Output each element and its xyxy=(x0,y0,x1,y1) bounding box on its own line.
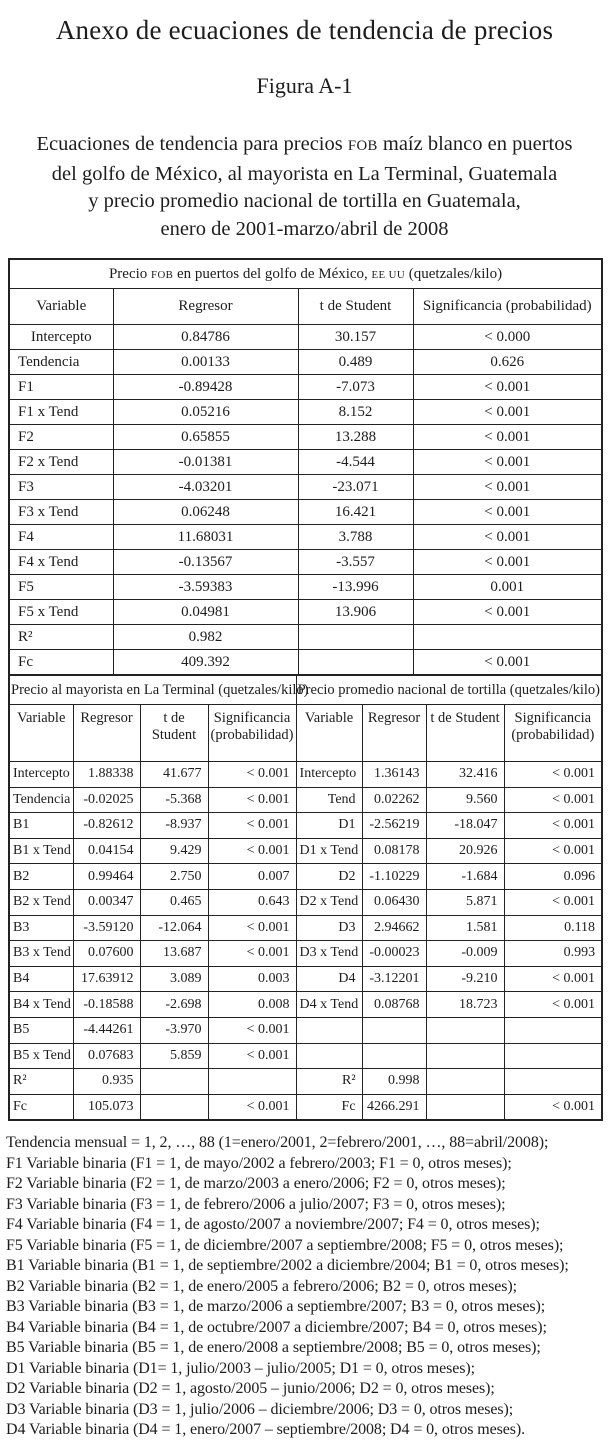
table-cell: 0.04981 xyxy=(113,600,298,625)
table-cell: F2 x Tend xyxy=(9,450,113,475)
table-title-text: Precio xyxy=(108,265,152,282)
table-cell: R² xyxy=(9,625,113,650)
table-cell: 0.626 xyxy=(413,350,602,375)
table-cell: 0.998 xyxy=(362,1069,426,1095)
table-cell: 3.089 xyxy=(140,966,208,992)
note-line: F1 Variable binaria (F1 = 1, de mayo/2002 a febrero/2003; F1 = 0, otros meses); xyxy=(6,1154,512,1172)
table-cell: 9.560 xyxy=(426,787,504,813)
table-precio-fob xyxy=(8,258,603,676)
note-line: F4 Variable binaria (F4 = 1, de agosto/2007 a noviembre/2007; F4 = 0, otros meses); xyxy=(6,1216,540,1234)
table-cell: B2 xyxy=(9,864,73,890)
table-cell: < 0.001 xyxy=(413,375,602,400)
variable-notes xyxy=(6,1133,605,1441)
column-header: t de Student xyxy=(426,705,504,762)
table-cell: < 0.001 xyxy=(504,813,602,839)
table-cell: B1 xyxy=(9,813,73,839)
table-cell: D1 x Tend xyxy=(296,838,362,864)
table-cell: < 0.001 xyxy=(208,813,296,839)
table-cell: 0.07600 xyxy=(73,941,140,967)
table-cell: D4 xyxy=(296,966,362,992)
table-cell: 4266.291 xyxy=(362,1094,426,1120)
figure-label: Figura A-1 xyxy=(256,73,353,98)
description-text: Ecuaciones de tendencia para precios xyxy=(36,133,348,155)
table-row xyxy=(9,425,602,450)
table-row xyxy=(9,992,602,1018)
table-title-text: (quetzales/kilo) xyxy=(405,265,503,282)
table-cell: B4 xyxy=(9,966,73,992)
table-cell: < 0.000 xyxy=(413,325,602,350)
table-row xyxy=(9,941,602,967)
column-header: Variable xyxy=(9,705,73,762)
table-cell: B3 x Tend xyxy=(9,941,73,967)
column-header: t de Student xyxy=(298,289,413,325)
description-line: y precio promedio nacional de tortilla en Guatemala, xyxy=(88,190,521,212)
table-row xyxy=(9,787,602,813)
table-cell: 0.008 xyxy=(208,992,296,1018)
table-cell: 2.94662 xyxy=(362,915,426,941)
table-row xyxy=(9,475,602,500)
table-cell: 0.08768 xyxy=(362,992,426,1018)
table-cell: < 0.001 xyxy=(208,1094,296,1120)
table-cell: R² xyxy=(296,1069,362,1095)
table-cell: -3.59383 xyxy=(113,575,298,600)
table-cell: -2.56219 xyxy=(362,813,426,839)
column-header: Regresor xyxy=(73,705,140,762)
table-cell: D1 xyxy=(296,813,362,839)
table-cell: 0.04154 xyxy=(73,838,140,864)
table-cell xyxy=(426,1094,504,1120)
table-row xyxy=(9,625,602,650)
table-cell: F1 xyxy=(9,375,113,400)
table-cell: 20.926 xyxy=(426,838,504,864)
table-cell: < 0.001 xyxy=(413,400,602,425)
table-cell: 3.788 xyxy=(298,525,413,550)
table-cell: < 0.001 xyxy=(413,600,602,625)
table-cell xyxy=(140,1069,208,1095)
table-cell: F5 xyxy=(9,575,113,600)
table-cell: < 0.001 xyxy=(208,1043,296,1069)
table-cell: -4.544 xyxy=(298,450,413,475)
table-cell: 0.001 xyxy=(413,575,602,600)
table-cell: D4 x Tend xyxy=(296,992,362,1018)
description-smallcaps-fob: FOB xyxy=(347,138,378,154)
table-row xyxy=(9,350,602,375)
table-cell: -0.009 xyxy=(426,941,504,967)
note-line: D3 Variable binaria (D3 = 1, julio/2006 – diciembre/2006; D3 = 0, otros meses); xyxy=(6,1400,514,1418)
table-cell: -3.557 xyxy=(298,550,413,575)
table-cell: 0.00133 xyxy=(113,350,298,375)
table-cell: D3 xyxy=(296,915,362,941)
table-cell xyxy=(426,1069,504,1095)
note-line: D4 Variable binaria (D4 = 1, enero/2007 – septiembre/2008; D4 = 0, otros meses). xyxy=(6,1421,525,1439)
description-line xyxy=(0,131,609,161)
table-title-row xyxy=(9,259,602,289)
table-cell: -3.970 xyxy=(140,1017,208,1043)
table-row xyxy=(9,1043,602,1069)
table-cell: < 0.001 xyxy=(208,1017,296,1043)
table-cell: Fc xyxy=(9,650,113,676)
table-cell xyxy=(140,1094,208,1120)
table-row xyxy=(9,375,602,400)
table-cell: B3 xyxy=(9,915,73,941)
column-header: Variable xyxy=(9,289,113,325)
table-cell: 13.288 xyxy=(298,425,413,450)
table-cell: F4 xyxy=(9,525,113,550)
table-cell: D3 x Tend xyxy=(296,941,362,967)
note-line: B2 Variable binaria (B2 = 1, de enero/2005 a febrero/2006; B2 = 0, otros meses); xyxy=(6,1277,517,1295)
table-cell: B2 x Tend xyxy=(9,889,73,915)
table-cell xyxy=(362,1017,426,1043)
column-header: Variable xyxy=(296,705,362,762)
table-cell: Intercepto xyxy=(296,762,362,788)
table-cell: -4.03201 xyxy=(113,475,298,500)
column-header-row xyxy=(9,289,602,325)
table-cell: D2 xyxy=(296,864,362,890)
table-cell: 0.07683 xyxy=(73,1043,140,1069)
table-cell: < 0.001 xyxy=(208,838,296,864)
table-cell: 0.06248 xyxy=(113,500,298,525)
table-cell: Intercepto xyxy=(9,325,113,350)
table-cell: 0.489 xyxy=(298,350,413,375)
table-row xyxy=(9,400,602,425)
description-text: maíz blanco en puertos xyxy=(377,133,573,155)
table-cell: Fc xyxy=(9,1094,73,1120)
table-cell: 0.02262 xyxy=(362,787,426,813)
table-cell xyxy=(504,1069,602,1095)
table-cell: 32.416 xyxy=(426,762,504,788)
column-header: Significancia (probabilidad) xyxy=(413,289,602,325)
table-cell: -1.684 xyxy=(426,864,504,890)
table-cell: 16.421 xyxy=(298,500,413,525)
table-cell: 0.007 xyxy=(208,864,296,890)
table-cell: B5 x Tend xyxy=(9,1043,73,1069)
column-header: t de Student xyxy=(140,705,208,762)
table-row xyxy=(9,838,602,864)
table-row xyxy=(9,650,602,676)
table-cell: 0.465 xyxy=(140,889,208,915)
note-line: F5 Variable binaria (F5 = 1, de diciembre/2007 a septiembre/2008; F5 = 0, otros meses); xyxy=(6,1236,564,1254)
table-cell: Tendencia xyxy=(9,787,73,813)
table-cell: -0.02025 xyxy=(73,787,140,813)
note-line: B4 Variable binaria (B4 = 1, de octubre/2007 a diciembre/2007; B4 = 0, otros meses); xyxy=(6,1318,547,1336)
column-header: Regresor xyxy=(362,705,426,762)
note-line: F2 Variable binaria (F2 = 1, de marzo/2003 a enero/2006; F2 = 0, otros meses); xyxy=(6,1175,506,1193)
table-cell xyxy=(413,625,602,650)
table-cell: 41.677 xyxy=(140,762,208,788)
table-cell: -8.937 xyxy=(140,813,208,839)
table-cell: 0.096 xyxy=(504,864,602,890)
table-cell: -12.064 xyxy=(140,915,208,941)
column-header: Significancia (probabilidad) xyxy=(208,705,296,762)
table-cell: -0.01381 xyxy=(113,450,298,475)
table-cell: -2.698 xyxy=(140,992,208,1018)
table-row xyxy=(9,500,602,525)
table-cell: < 0.001 xyxy=(413,475,602,500)
table-cell: 5.859 xyxy=(140,1043,208,1069)
table-cell: Intercepto xyxy=(9,762,73,788)
table-cell: 409.392 xyxy=(113,650,298,676)
table-cell: 1.88338 xyxy=(73,762,140,788)
table-cell: F4 x Tend xyxy=(9,550,113,575)
table-cell: < 0.001 xyxy=(504,787,602,813)
table-cell: < 0.001 xyxy=(208,762,296,788)
note-line: B3 Variable binaria (B3 = 1, de marzo/2006 a septiembre/2007; B3 = 0, otros meses); xyxy=(6,1298,546,1316)
table-cell: < 0.001 xyxy=(208,787,296,813)
table-cell: 105.073 xyxy=(73,1094,140,1120)
table-title-smallcaps-eeuu: EE UU xyxy=(371,268,406,281)
table-cell: -13.996 xyxy=(298,575,413,600)
description-line: enero de 2001-marzo/abril de 2008 xyxy=(160,217,449,240)
table-cell: 17.63912 xyxy=(73,966,140,992)
table-cell: -3.12201 xyxy=(362,966,426,992)
table-row xyxy=(9,1017,602,1043)
table-cell xyxy=(298,625,413,650)
table-cell: D2 x Tend xyxy=(296,889,362,915)
note-line: B1 Variable binaria (B1 = 1, de septiembre/2002 a diciembre/2004; B1 = 0, otros meses); xyxy=(6,1257,569,1275)
table-cell: < 0.001 xyxy=(504,889,602,915)
table-cell: -0.89428 xyxy=(113,375,298,400)
table-cell: < 0.001 xyxy=(504,838,602,864)
table-cell: -0.13567 xyxy=(113,550,298,575)
table-cell: -0.18588 xyxy=(73,992,140,1018)
table-cell: F2 xyxy=(9,425,113,450)
table-cell xyxy=(504,1043,602,1069)
table-cell: < 0.001 xyxy=(413,500,602,525)
table-cell: 0.993 xyxy=(504,941,602,967)
table-cell: < 0.001 xyxy=(504,966,602,992)
table-cell: 0.643 xyxy=(208,889,296,915)
table-row xyxy=(9,966,602,992)
table-cell: < 0.001 xyxy=(504,992,602,1018)
table-cell: 8.152 xyxy=(298,400,413,425)
table-row xyxy=(9,889,602,915)
table-cell: 0.65855 xyxy=(113,425,298,450)
table-cell: 5.871 xyxy=(426,889,504,915)
table-cell: R² xyxy=(9,1069,73,1095)
table-title-row xyxy=(9,675,602,705)
table-cell: 0.05216 xyxy=(113,400,298,425)
note-line: D1 Variable binaria (D1= 1, julio/2003 – julio/2005; D1 = 0, otros meses); xyxy=(6,1359,475,1377)
table-cell: 2.750 xyxy=(140,864,208,890)
table-cell: -5.368 xyxy=(140,787,208,813)
table-cell: < 0.001 xyxy=(413,450,602,475)
table-cell: B5 xyxy=(9,1017,73,1043)
table-row xyxy=(9,525,602,550)
note-line: Tendencia mensual = 1, 2, …, 88 (1=enero/2001, 2=febrero/2001, …, 88=abril/2008); xyxy=(6,1134,549,1152)
table-cell: 0.08178 xyxy=(362,838,426,864)
table-cell: F3 x Tend xyxy=(9,500,113,525)
table-cell: 18.723 xyxy=(426,992,504,1018)
table-cell xyxy=(296,1017,362,1043)
table-cell: F1 x Tend xyxy=(9,400,113,425)
table-cell: 13.906 xyxy=(298,600,413,625)
table-cell: 11.68031 xyxy=(113,525,298,550)
table-row xyxy=(9,813,602,839)
table-cell: F5 x Tend xyxy=(9,600,113,625)
table-cell xyxy=(426,1017,504,1043)
table-cell: 13.687 xyxy=(140,941,208,967)
table-cell: 0.982 xyxy=(113,625,298,650)
table-cell: 0.003 xyxy=(208,966,296,992)
table-cell: 0.00347 xyxy=(73,889,140,915)
table-row xyxy=(9,600,602,625)
table-cell: < 0.001 xyxy=(413,550,602,575)
table-cell: -0.82612 xyxy=(73,813,140,839)
table-cell: B4 x Tend xyxy=(9,992,73,1018)
table-cell: 0.118 xyxy=(504,915,602,941)
table-title-tortilla: Precio promedio nacional de tortilla (quetzales/kilo) xyxy=(296,675,602,705)
table-title-smallcaps-fob: FOB xyxy=(151,268,174,281)
table-title-text: en puertos del golfo de México, xyxy=(173,265,372,282)
table-row xyxy=(9,325,602,350)
table-row xyxy=(9,915,602,941)
table-mayorista-y-tortilla xyxy=(8,674,603,1121)
table-row xyxy=(9,1094,602,1120)
note-line: D2 Variable binaria (D2 = 1, agosto/2005 – junio/2006; D2 = 0, otros meses); xyxy=(6,1380,495,1398)
table-cell: < 0.001 xyxy=(208,915,296,941)
table-cell: < 0.001 xyxy=(413,525,602,550)
table-cell: < 0.001 xyxy=(413,650,602,676)
table-cell: -0.00023 xyxy=(362,941,426,967)
table-cell: -4.44261 xyxy=(73,1017,140,1043)
column-header: Significancia (probabilidad) xyxy=(504,705,602,762)
figure-description xyxy=(0,131,609,243)
table-cell: 0.935 xyxy=(73,1069,140,1095)
table-cell: -18.047 xyxy=(426,813,504,839)
table-cell: -3.59120 xyxy=(73,915,140,941)
table-cell: Tend xyxy=(296,787,362,813)
table-cell: 1.581 xyxy=(426,915,504,941)
note-line: B5 Variable binaria (B5 = 1, de enero/2008 a septiembre/2008; B5 = 0, otros meses); xyxy=(6,1339,541,1357)
table-title-mayorista: Precio al mayorista en La Terminal (quetzales/kilo) xyxy=(9,675,296,705)
column-header-row xyxy=(9,705,602,762)
table-cell: < 0.001 xyxy=(413,425,602,450)
table-cell: < 0.001 xyxy=(504,1094,602,1120)
description-line: del golfo de México, al mayorista en La Terminal, Guatemala xyxy=(51,162,558,185)
table-cell: 30.157 xyxy=(298,325,413,350)
table-row xyxy=(9,550,602,575)
table-cell: -9.210 xyxy=(426,966,504,992)
table-cell: -1.10229 xyxy=(362,864,426,890)
table-row xyxy=(9,450,602,475)
table-cell: Tendencia xyxy=(9,350,113,375)
page-title: Anexo de ecuaciones de tendencia de precios xyxy=(55,15,554,45)
table-cell xyxy=(504,1017,602,1043)
table-row xyxy=(9,575,602,600)
table-cell: 0.84786 xyxy=(113,325,298,350)
table-cell: 9.429 xyxy=(140,838,208,864)
table-cell xyxy=(296,1043,362,1069)
table-cell: < 0.001 xyxy=(208,941,296,967)
table-cell: B1 x Tend xyxy=(9,838,73,864)
table-cell: F3 xyxy=(9,475,113,500)
table-cell xyxy=(208,1069,296,1095)
table-cell xyxy=(362,1043,426,1069)
table-cell: 0.06430 xyxy=(362,889,426,915)
table-cell: Fc xyxy=(296,1094,362,1120)
table-row xyxy=(9,762,602,788)
table-cell: 0.99464 xyxy=(73,864,140,890)
table-cell xyxy=(298,650,413,676)
table-title-precio-fob xyxy=(9,259,602,289)
table-row xyxy=(9,1069,602,1095)
table-cell: -7.073 xyxy=(298,375,413,400)
column-header: Regresor xyxy=(113,289,298,325)
table-row xyxy=(9,864,602,890)
note-line: F3 Variable binaria (F3 = 1, de febrero/2006 a julio/2007; F3 = 0, otros meses); xyxy=(6,1195,506,1213)
table-cell: 1.36143 xyxy=(362,762,426,788)
table-cell: < 0.001 xyxy=(504,762,602,788)
table-cell: -23.071 xyxy=(298,475,413,500)
table-cell xyxy=(426,1043,504,1069)
